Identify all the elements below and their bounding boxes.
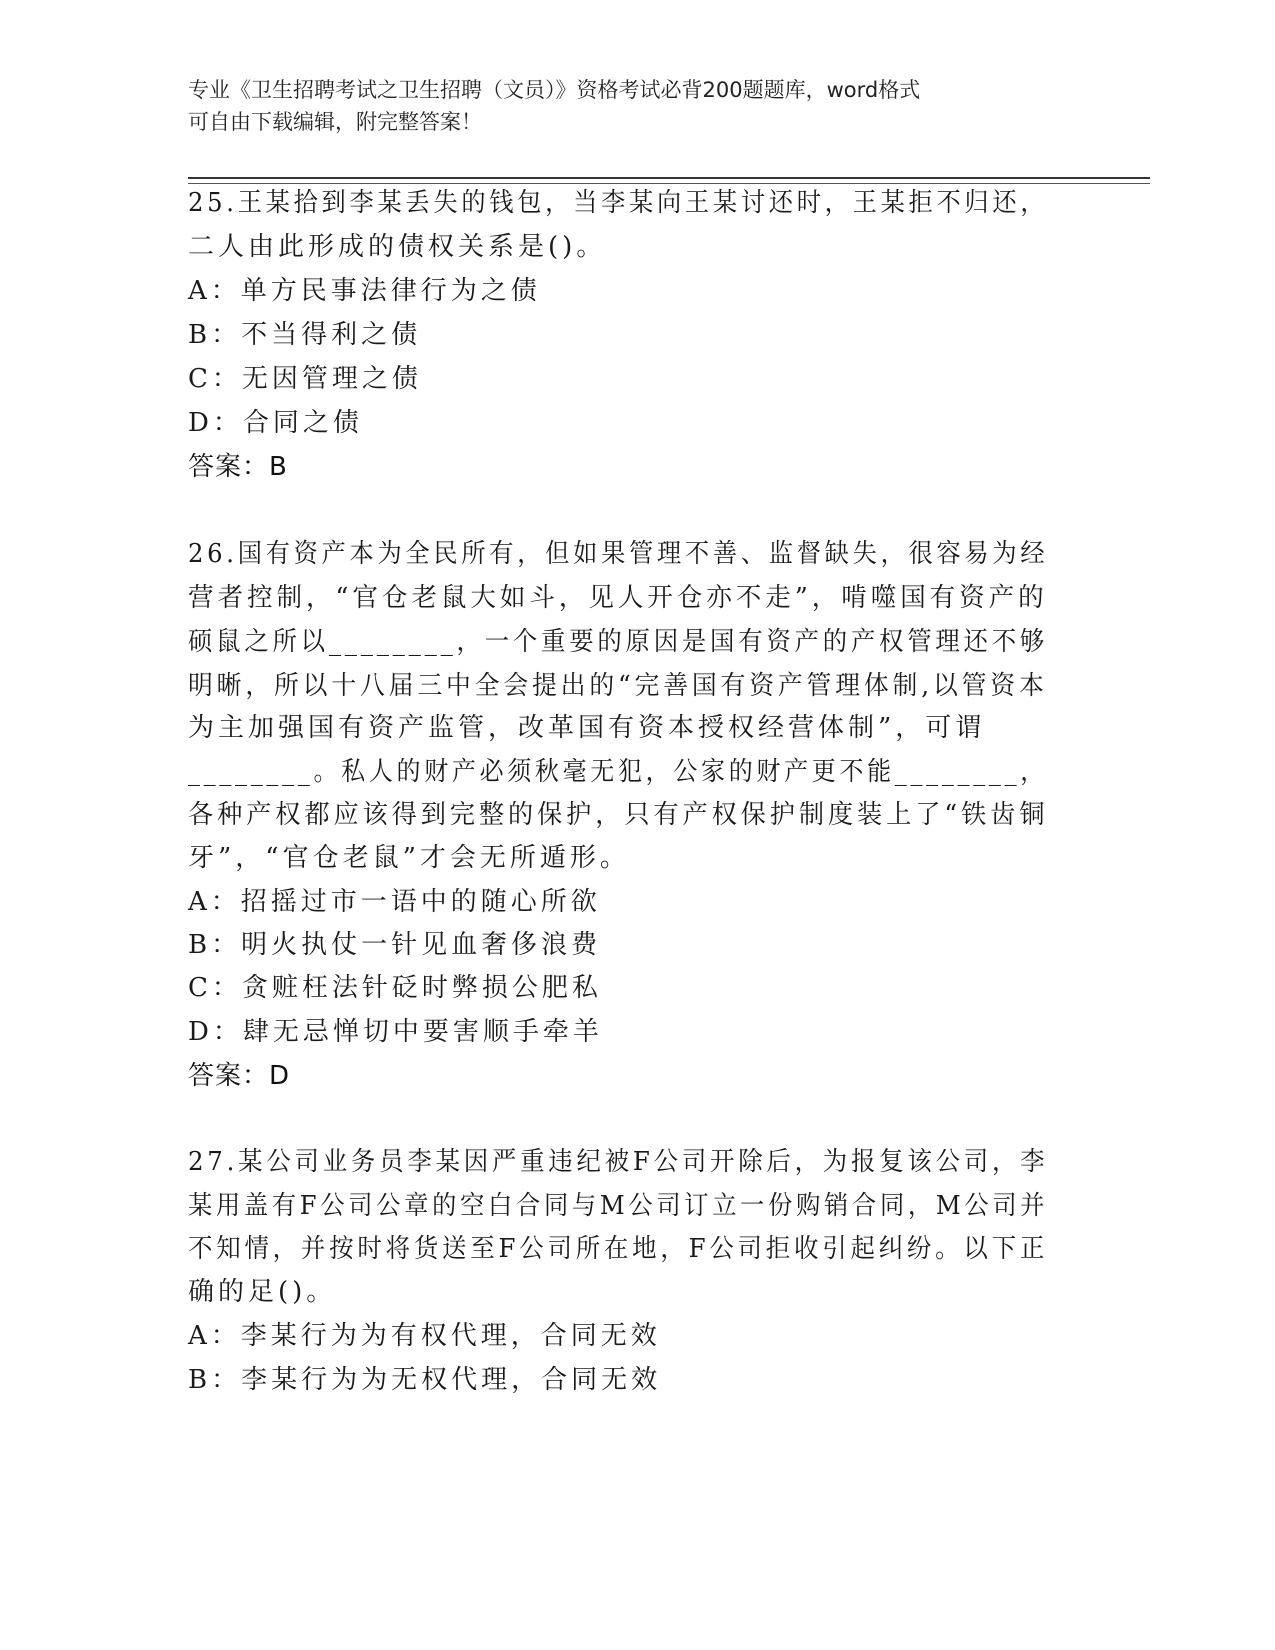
header-line-1: 专业《卫生招聘考试之卫生招聘（文员）》资格考试必背200题题库，word格式 — [188, 78, 921, 102]
header-divider — [188, 177, 1150, 179]
question-text-line: 明晰，所以十八届三中全会提出的“完善国有资产管理体制,以管资本 — [188, 671, 1048, 701]
question-text-line: 为主加强国有资产监管，改革国有资本授权经营体制”，可谓 — [188, 713, 986, 743]
question-text-line: 硕鼠之所以________，一个重要的原因是国有资产的产权管理还不够 — [188, 627, 1049, 657]
option-c: C：无因管理之债 — [188, 364, 422, 394]
answer-label: 答案：D — [188, 1061, 291, 1091]
question-text-line: 25.王某拾到李某丢失的钱包，当李某向王某讨还时，王某拒不归还， — [188, 188, 1049, 218]
option-a: A：单方民事法律行为之债 — [188, 276, 541, 306]
question-text-line: 不知情，并按时将货送至F公司所在地，F公司拒收引起纠纷。以下正 — [188, 1234, 1049, 1264]
question-text-line: 26.国有资产本为全民所有，但如果管理不善、监督缺失，很容易为经 — [188, 539, 1049, 569]
option-c: C：贪赃枉法针砭时弊损公肥私 — [188, 973, 602, 1003]
question-text-line: 各种产权都应该得到完整的保护，只有产权保护制度装上了“铁齿铜 — [188, 800, 1049, 830]
option-d: D：肆无忌惮切中要害顺手牵羊 — [188, 1017, 603, 1047]
option-d: D：合同之债 — [188, 408, 363, 438]
question-text-line: ________。私人的财产必须秋毫无犯，公家的财产更不能________， — [188, 757, 1048, 787]
question-text-line: 二人由此形成的债权关系是()。 — [188, 232, 607, 262]
option-b: B：不当得利之债 — [188, 320, 422, 350]
question-text-line: 确的足()。 — [188, 1277, 337, 1307]
question-text-line: 某用盖有F公司公章的空白合同与M公司订立一份购销合同，M公司并 — [188, 1191, 1049, 1221]
option-b: B：明火执仗一针见血奢侈浪费 — [188, 930, 602, 960]
option-a: A：李某行为为有权代理，合同无效 — [188, 1321, 661, 1351]
option-b: B：李某行为为无权代理，合同无效 — [188, 1365, 662, 1395]
header-line-2: 可自由下载编辑，附完整答案！ — [188, 110, 482, 134]
answer-label: 答案：B — [188, 452, 288, 482]
document-header — [188, 74, 1088, 138]
option-a: A：招摇过市一语中的随心所欲 — [188, 887, 601, 917]
question-text-line: 27.某公司业务员李某因严重违纪被F公司开除后，为报复该公司，李 — [188, 1147, 1049, 1177]
question-text-line: 营者控制，“官仓老鼠大如斗，见人开仓亦不走”，啃噬国有资产的 — [188, 583, 1048, 613]
question-text-line: 牙”，“官仓老鼠”才会无所遁形。 — [188, 843, 630, 873]
